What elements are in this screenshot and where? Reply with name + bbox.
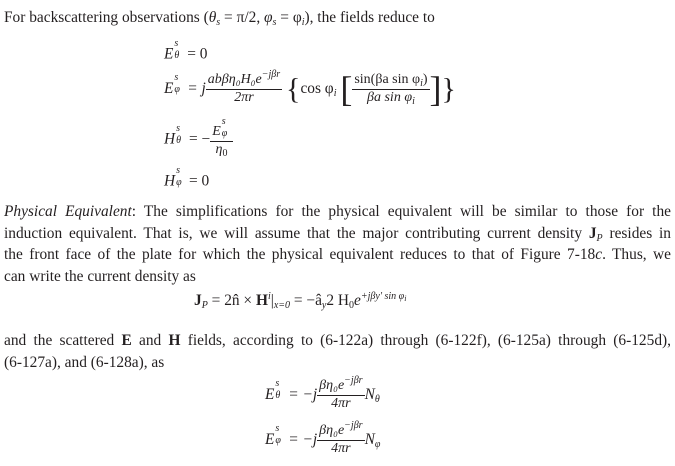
paragraph-line: Physical Equivalent: The simplifications for the physical equivalent will be similar to those for the	[4, 203, 671, 220]
equation-h-theta: H s θ = − E s φ $\eta_0$	[164, 121, 233, 159]
paragraph-line: induction equivalent. That is, we will assume that the major contributing current density $J_P$ resides in	[4, 224, 671, 244]
equation-h-phi-zero: H s φ = 0	[164, 165, 210, 190]
equation-current-density: $J_P$ = 2n̂ × $H^i|_{x=0}$ = $-â_y2$ $H_0e^{+j\beta y' sin \varphi_i}$	[194, 291, 407, 311]
fraction: $\frac{ab\beta\eta_0H_0e^{-j\beta r}}{2\pi r}$	[207, 69, 281, 105]
intro-line: For backscattering observations ($\theta_s = \pi/2$, $\varphi_s = \varphi_i$), the fields reduce to	[4, 9, 435, 28]
physical-equivalent-paragraph	[4, 203, 671, 289]
equation-e-phi-scattered: E s φ = −j $\frac{\beta\eta_0e^{-j\beta r}}{4\pi r}$ $N_\varphi$	[265, 420, 381, 456]
fraction: E s φ $\eta_0$	[210, 121, 233, 159]
fraction: $\frac{\beta\eta_0e^{-j\beta r}}{4\pi r}$	[319, 375, 363, 411]
paragraph-line: (6-127a), and (6-128a), as	[4, 353, 165, 371]
paragraph-line: the front face of the plate for which the physical equivalent reduces to that of Figure 7-18c. Thus, we	[4, 246, 671, 263]
scattered-fields-paragraph	[4, 332, 671, 375]
inner-fraction: $\frac{\sin(\beta a \sin \varphi_i)}{\beta a \sin \varphi_i}$	[354, 72, 428, 107]
fraction: $\frac{\beta\eta_0e^{-j\beta r}}{4\pi r}$	[319, 420, 363, 456]
paragraph-line: can write the current density as	[4, 267, 196, 285]
equation-e-theta-zero: E s θ = 0	[164, 38, 208, 63]
paragraph-line: and the scattered E and H fields, according to (6-122a) through (6-122f), (6-125a) through (6-125d),	[4, 332, 671, 349]
equation-e-theta-scattered: E s θ = −j $\frac{\beta\eta_0e^{-j\beta r}}{4\pi r}$ $N_\theta$	[265, 375, 380, 411]
equation-e-phi: E s φ = j $\frac{ab\beta\eta_0H_0e^{-j\beta r}}{2\pi r}$ {cos $\varphi_i$ [ $\frac{\sin(\beta a \sin \varphi_i)}{\beta a \sin \varphi_i}$ ]}	[164, 68, 456, 109]
